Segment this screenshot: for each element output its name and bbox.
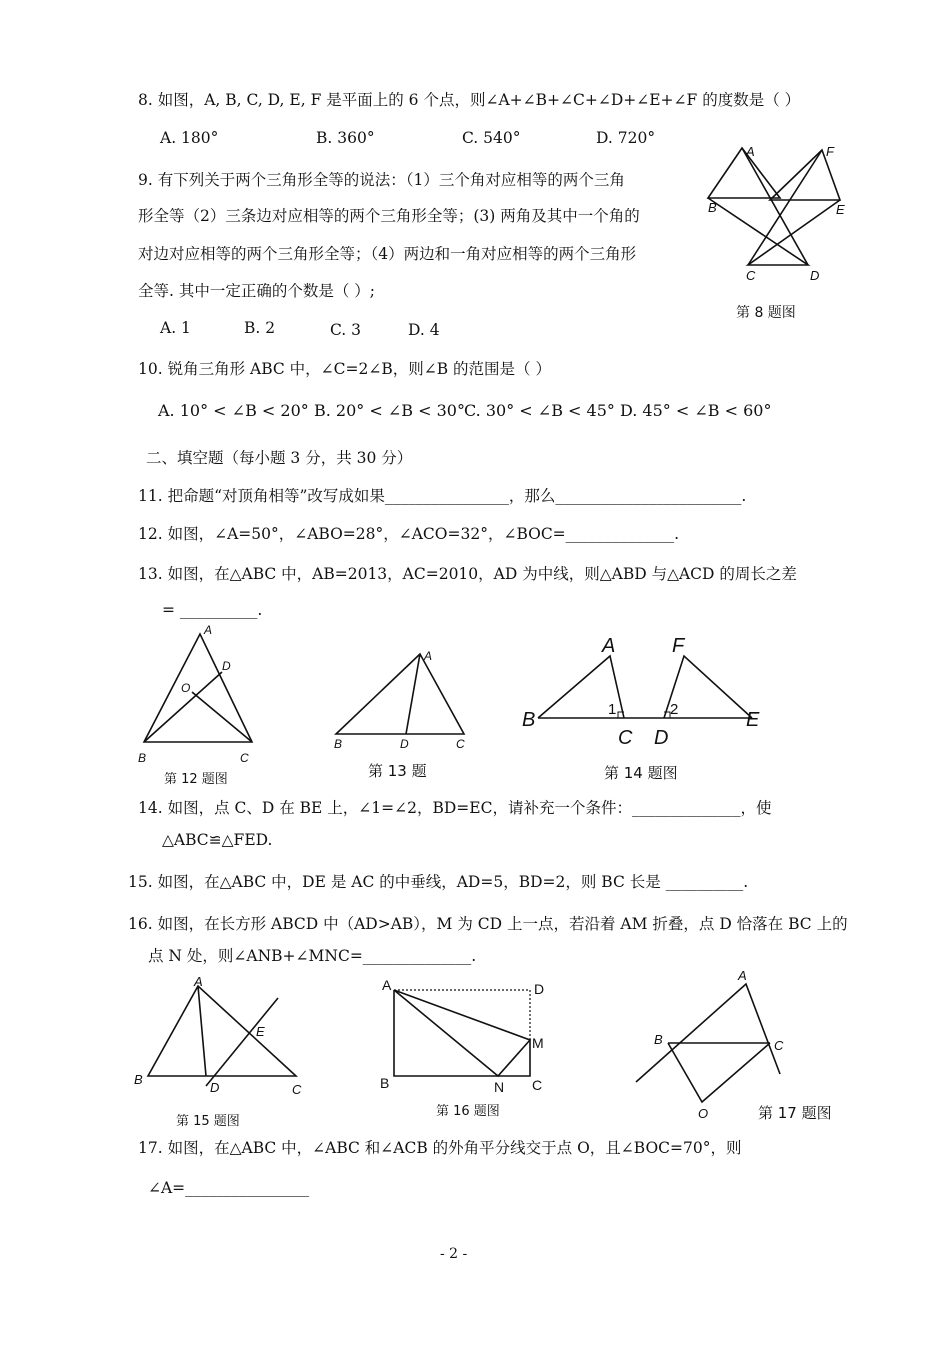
q16-line-1: 16. 如图，在长方形 ABCD 中（AD>AB），M 为 CD 上一点，若沿着 AM 折叠，点 D 恰落在 BC 上的 [128,915,848,933]
q10-option-b: B. 20° < ∠B < 30° [314,401,465,420]
svg-text:D: D [400,737,409,751]
svg-text:A: A [194,974,203,989]
svg-text:B: B [380,1075,390,1091]
svg-text:E: E [256,1024,265,1039]
q9-line-3: 对边对应相等的两个三角形全等；（4）两边和一角对应相等的两个三角形 [138,245,637,263]
svg-text:2: 2 [670,701,679,718]
q13-line-2: = __________. [162,601,263,619]
q8-option-b: B. 360° [316,129,375,147]
svg-text:B: B [654,1032,663,1047]
svg-text:D: D [534,981,545,997]
svg-text:M: M [532,1035,544,1051]
svg-text:C: C [240,751,249,765]
svg-text:D: D [654,727,669,749]
section-2-heading: 二、填空题（每小题 3 分，共 30 分） [146,449,413,467]
q8-option-d: D. 720° [596,129,656,147]
svg-text:A: A [738,968,747,983]
fig8-caption: 第 8 题图 [736,305,796,321]
q8-option-c: C. 540° [462,129,521,147]
q14-line-1: 14. 如图，点 C、D 在 BE 上，∠1=∠2，BD=EC，请补充一个条件：______________，使 [138,799,772,817]
svg-text:A: A [204,623,213,637]
q16-line-2: 点 N 处，则∠ANB+∠MNC=______________. [148,947,477,965]
svg-text:1: 1 [608,701,617,718]
q13-line-1: 13. 如图，在△ABC 中，AB=2013，AC=2010，AD 为中线，则△ABD 与△ACD 的周长之差 [138,565,797,583]
q9-line-1: 9. 有下列关于两个三角形全等的说法：（1）三个角对应相等的两个三角 [138,171,625,189]
fig8-label-d: D [810,268,820,283]
svg-text:B: B [138,751,147,765]
q9-line-2: 形全等（2）三条边对应相等的两个三角形全等；(3) 两角及其中一个角的 [138,207,640,225]
q11-text: 11. 把命题“对顶角相等”改写成如果________________，那么________________________. [138,487,747,505]
q9-line-4: 全等. 其中一定正确的个数是（ ）; [138,282,376,300]
fig16-caption: 第 16 题图 [436,1104,500,1119]
svg-text:F: F [672,635,685,657]
svg-text:N: N [494,1079,505,1095]
q10-option-d: D. 45° < ∠B < 60° [620,401,772,420]
fig12-caption: 第 12 题图 [164,772,228,787]
q17-line-1: 17. 如图，在△ABC 中，∠ABC 和∠ACB 的外角平分线交于点 O，且∠BOC=70°，则 [138,1139,742,1157]
q9-option-c: C. 3 [330,321,362,339]
svg-text:O: O [698,1106,709,1121]
q10-option-c: C. 30° < ∠B < 45° [464,401,615,420]
svg-text:A: A [602,635,616,657]
q8-option-a: A. 180° [160,129,219,147]
fig8-label-a: A [746,144,755,159]
svg-text:C: C [456,737,465,751]
svg-text:B: B [522,709,536,731]
svg-text:C: C [292,1082,302,1097]
svg-text:E: E [746,709,760,731]
q9-option-a: A. 1 [160,319,191,337]
fig13-caption: 第 13 题 [368,762,427,780]
q10-stem: 10. 锐角三角形 ABC 中，∠C=2∠B，则∠B 的范围是（ ） [138,360,551,378]
fig8-label-c: C [746,268,756,283]
fig8-label-b: B [708,200,717,215]
q12-text: 12. 如图，∠A=50°，∠ABO=28°，∠ACO=32°，∠BOC=______________. [138,525,680,543]
svg-text:B: B [134,1072,143,1087]
page-number: - 2 - [440,1246,468,1262]
q15-text: 15. 如图，在△ABC 中，DE 是 AC 的中垂线，AD=5，BD=2，则 BC 长是 __________. [128,873,749,891]
svg-text:A: A [382,977,392,993]
svg-text:C: C [532,1077,543,1093]
fig17-caption: 第 17 题图 [758,1104,832,1122]
q17-line-2: ∠A=________________ [148,1179,310,1197]
fig14-caption: 第 14 题图 [604,764,678,782]
q14-line-2: △ABC≌△FED. [162,831,273,849]
svg-text:A: A [424,649,433,663]
fig8-label-f: F [826,144,834,159]
svg-text:C: C [774,1038,784,1053]
fig15-caption: 第 15 题图 [176,1114,240,1129]
q9-option-d: D. 4 [408,321,440,339]
svg-text:B: B [334,737,343,751]
svg-text:D: D [210,1080,220,1095]
svg-text:O: O [181,681,191,695]
q9-option-b: B. 2 [244,319,276,337]
q8-stem: 8. 如图，A, B, C, D, E, F 是平面上的 6 个点，则∠A+∠B+∠C+∠D+∠E+∠F 的度数是（ ） [138,91,801,109]
fig8-label-e: E [836,202,845,217]
svg-text:C: C [618,727,633,749]
q10-option-a: A. 10° < ∠B < 20° [158,401,309,420]
svg-text:D: D [222,659,231,673]
